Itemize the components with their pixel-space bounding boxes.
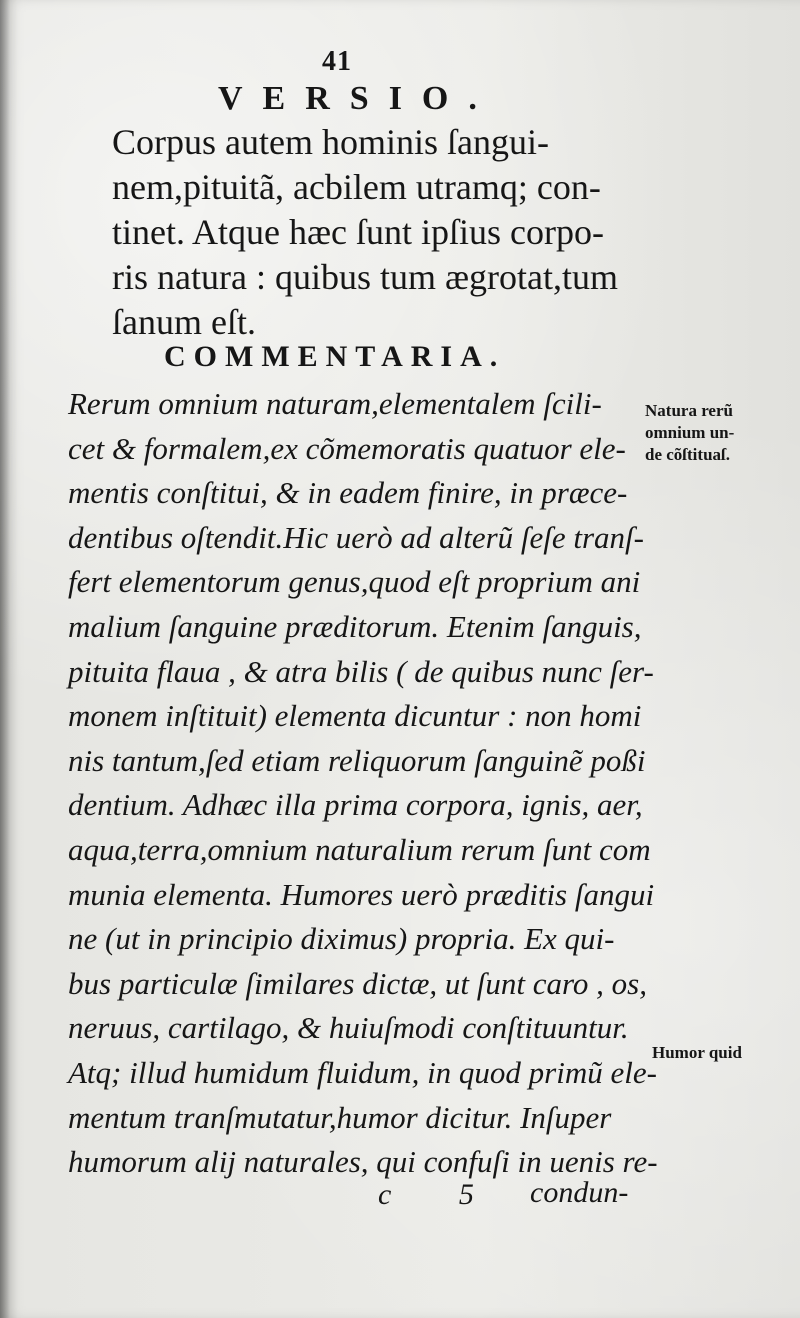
commentary-line: malium ſanguine præditorum. Etenim ſanguis, bbox=[68, 608, 642, 644]
commentary-line: fert elementorum genus,quod eſt proprium ani bbox=[68, 564, 641, 600]
margin-note-line: de cõſtituaſ. bbox=[645, 445, 730, 464]
commentary-line: bus particulæ ſimilares dictæ, ut ſunt caro , os, bbox=[68, 965, 647, 1001]
commentary-text bbox=[68, 382, 658, 1185]
commentary-line: dentibus oſtendit.Hic uerò ad alterũ ſeſe tranſ- bbox=[68, 519, 644, 555]
versio-line: ris natura : quibus tum ægrotat,tum bbox=[112, 257, 618, 297]
commentary-line: cet & formalem,ex cõmemoratis quatuor ele- bbox=[68, 430, 626, 466]
commentary-line: ne (ut in principio diximus) propria. Ex qui- bbox=[68, 921, 615, 957]
commentary-line: mentis conſtitui, & in eadem finire, in præce- bbox=[68, 475, 628, 511]
commentary-line: aqua,terra,omnium naturalium rerum ſunt com bbox=[68, 831, 651, 867]
versio-line: nem,pituitã, acbilem utramq; con- bbox=[112, 167, 601, 207]
margin-note-line: Natura rerũ bbox=[645, 401, 733, 420]
commentary-line: munia elementa. Humores uerò præditis ſangui bbox=[68, 876, 655, 912]
commentary-line: dentium. Adhæc illa prima corpora, ignis, aer, bbox=[68, 787, 643, 823]
commentary-line: monem inſtituit) elementa dicuntur : non homi bbox=[68, 698, 642, 734]
margin-note-humor: Humor quid bbox=[652, 1043, 742, 1062]
commentary-line: mentum tranſmutatur,humor dicitur. Inſuper bbox=[68, 1099, 612, 1135]
page-gutter-shadow bbox=[0, 0, 10, 1318]
commentary-line: nis tantum,ſed etiam reliquorum ſanguinẽ poßi bbox=[68, 742, 646, 778]
commentary-heading: COMMENTARIA. bbox=[164, 340, 506, 373]
page-number: 41 bbox=[322, 46, 352, 77]
commentary-line: Atq; illud humidum fluidum, in quod primũ ele- bbox=[68, 1054, 657, 1090]
versio-line: Corpus autem hominis ſangui- bbox=[112, 122, 549, 162]
margin-note-natura bbox=[645, 400, 734, 466]
catchword: condun- bbox=[530, 1176, 629, 1209]
commentary-line: Rerum omnium naturam,elementalem ſcili- bbox=[68, 386, 602, 421]
margin-note-line: omnium un- bbox=[645, 423, 735, 442]
versio-heading: VERSIO. bbox=[218, 80, 497, 117]
commentary-line: humorum alij naturales, qui confuſi in uenis re- bbox=[68, 1144, 658, 1180]
versio-line: tinet. Atque hæc ſunt ipſius corpo- bbox=[112, 212, 604, 252]
commentary-line: neruus, cartilago, & huiuſmodi conſtituuntur. bbox=[68, 1010, 629, 1046]
commentary-line: pituita flaua , & atra bilis ( de quibus nunc ſer- bbox=[68, 653, 654, 689]
versio-line: ſanum eſt. bbox=[112, 302, 256, 342]
versio-text bbox=[112, 120, 652, 345]
signature-mark: c 5 bbox=[378, 1178, 504, 1211]
